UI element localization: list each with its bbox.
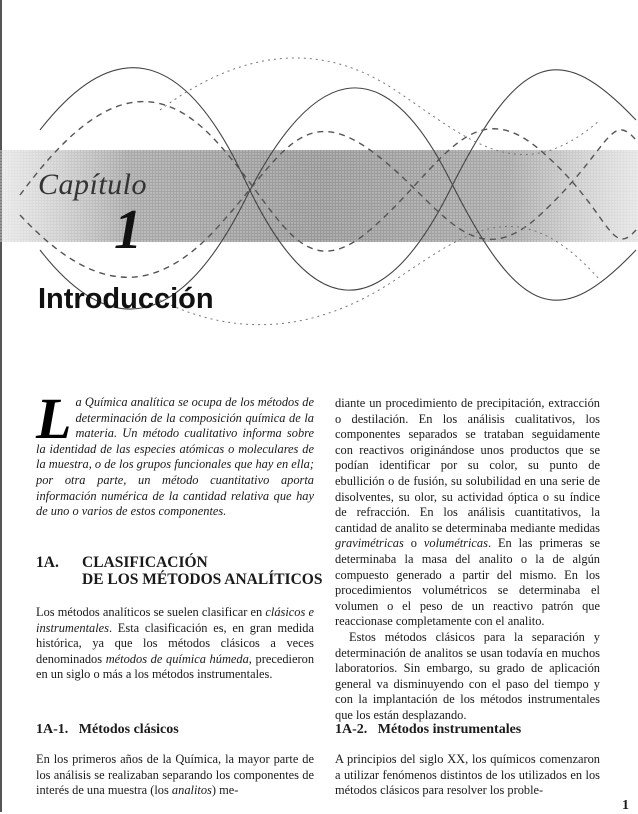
section-number: 1A.	[36, 554, 59, 571]
text-run: , precedieron en un siglo o más a los métodos instrumentales.	[36, 651, 315, 682]
emphasis-run: clásicos e instrumentales	[36, 605, 314, 635]
wave-dotted-1	[160, 58, 600, 155]
text-run: . En las primeras se determinaba la masa del analito o la de algún compuesto generado a partir del mismo. En los procedimientos volumétricos se determinaba el volumen o el peso de un reactivo patrón que reaccionase completamente con el analito.	[335, 536, 601, 629]
text-run: ) me-	[211, 783, 239, 798]
text-run: . Esta clasificación es, en gran medida histórica, ya que los métodos clásicos a veces denominados	[36, 620, 314, 666]
section-1a-paragraph	[36, 605, 314, 683]
emphasis-run: métodos de química húmeda	[105, 651, 249, 666]
left-column	[36, 386, 314, 520]
section-heading-1a	[36, 554, 326, 588]
subsection-heading-1a1: 1A-1. Métodos clásicos	[36, 722, 179, 737]
right-paragraph-2: Estos métodos clásicos para la separación y determinación de analitos se usan todavía en muchos laboratorios. Sin embargo, su grado de aplicación general va disminuyendo con el paso del tiempo y con la implantación de los métodos instrumentales que los están desplazando.	[335, 629, 600, 722]
right-column	[335, 396, 600, 723]
drop-cap: L	[36, 386, 72, 451]
intro-text: a Química analítica se ocupa de los métodos de determinación de la composición química de la materia. Un método cualitativo informa sobre la identidad de las especies atómicas o moleculares de la muestra, o de los grupos funcionales que hay en ella; por otra parte, un método cuantitativo aporta información numérica de la cantidad relativa que hay de uno o varios de estos componentes.	[36, 395, 314, 519]
text-run: o	[403, 536, 424, 551]
page-number: 1	[622, 798, 629, 813]
chapter-label: Capítulo	[38, 168, 148, 201]
intro-paragraph	[36, 386, 314, 520]
text-run: En los primeros años de la Química, la mayor parte de los análisis se realizaban separando los componentes de interés de una muestra (los	[36, 752, 314, 798]
emphasis-run: gravimétricas	[335, 536, 404, 551]
emphasis-run: volumétricas	[423, 536, 488, 551]
section-title-line2: DE LOS MÉTODOS ANALÍTICOS	[82, 571, 323, 588]
emphasis-run: analitos	[171, 783, 212, 798]
text-run: diante un procedimiento de precipitación, extracción o destilación. En los análisis cualitativos, los componentes separados se trataban seguidamente con reactivos originándose unos productos que se podían identificar por su color, su punto de ebullición o de fusión, su solubilidad en una serie de disolventes, su olor, su actividad óptica o su índice de refracción. En los análisis cuantitativos, la cantidad de analito se determinaba mediante medidas	[335, 396, 600, 535]
chapter-title: Introducción	[38, 283, 214, 315]
text-run: Los métodos analíticos se suelen clasificar en	[36, 605, 266, 619]
section-1a2-paragraph: A principios del siglo XX, los químicos comenzaron a utilizar fenómenos distintos de los utilizados en los métodos clásicos para resolver los proble-	[335, 752, 600, 798]
subsection-heading-1a2: 1A-2. Métodos instrumentales	[335, 722, 522, 737]
section-1a1-body	[36, 752, 314, 799]
right-paragraph-1	[335, 396, 600, 630]
section-1a2-body	[335, 752, 600, 799]
section-1a1-paragraph	[36, 752, 314, 799]
section-title-line1: CLASIFICACIÓN	[82, 554, 208, 571]
section-1a-body	[36, 605, 314, 683]
chapter-number: 1	[114, 199, 142, 261]
